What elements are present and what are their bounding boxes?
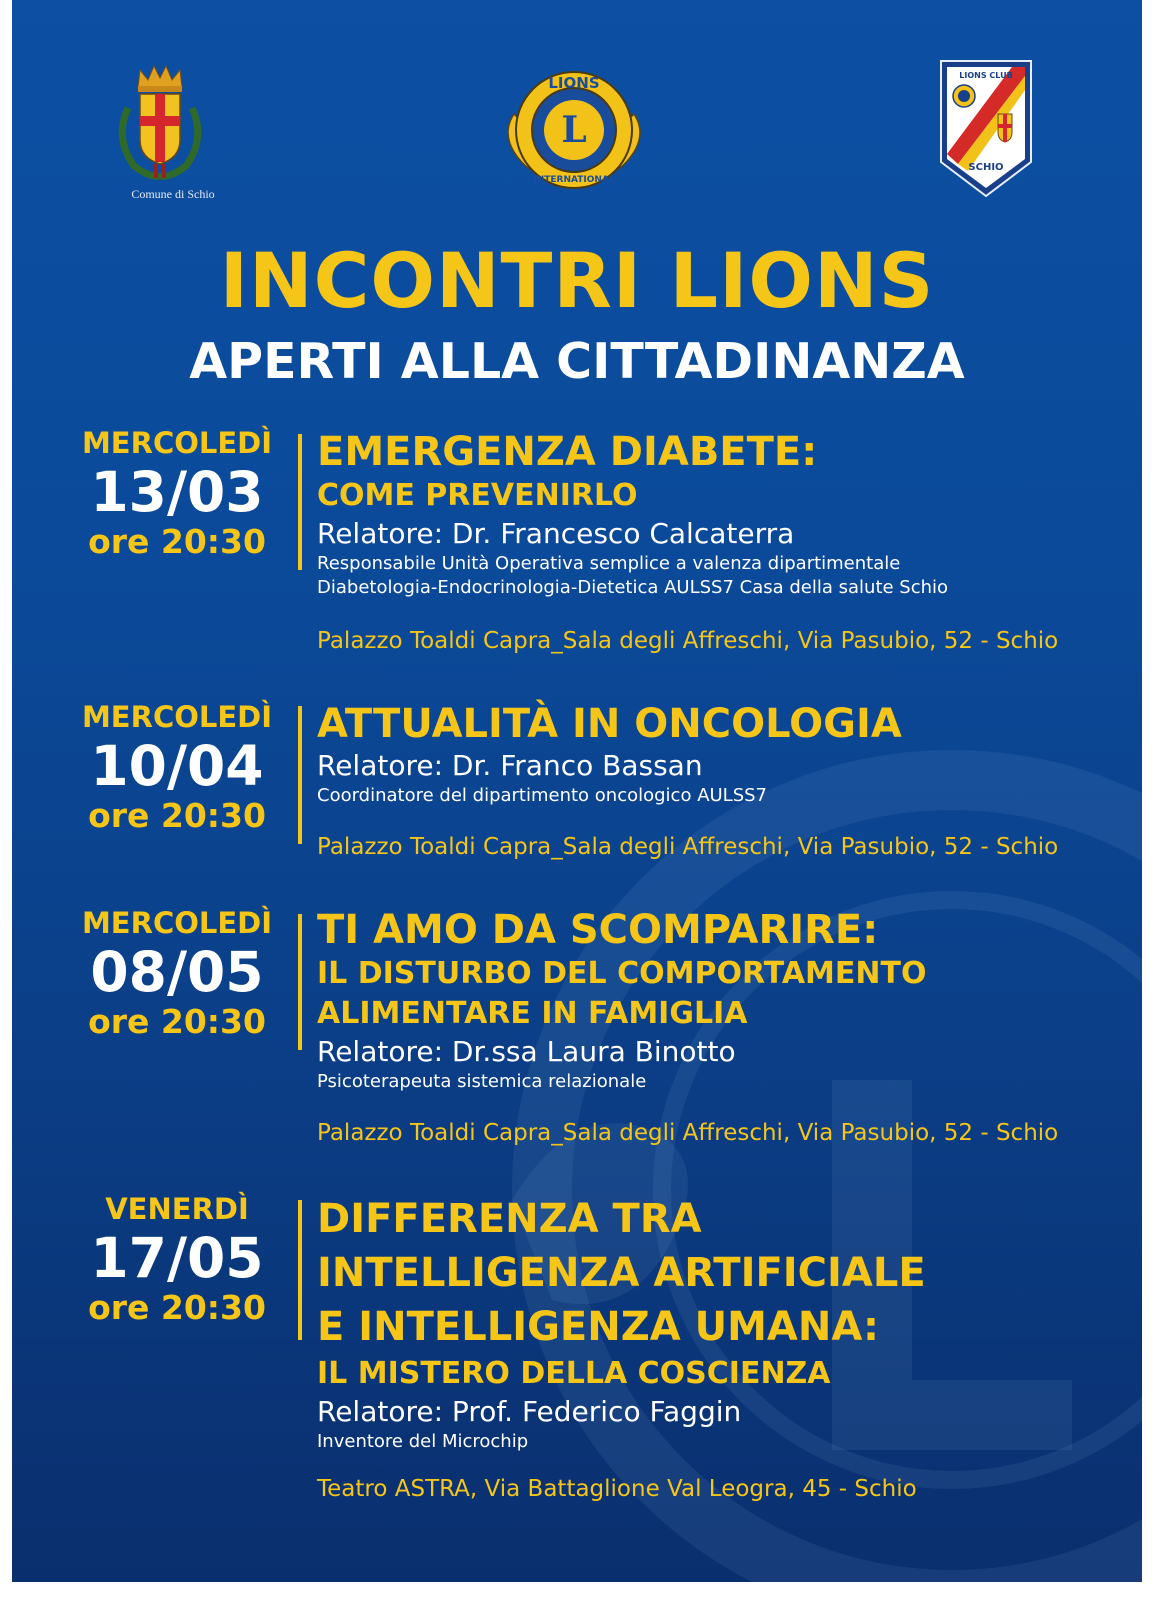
event-day: VENERDÌ — [105, 1192, 249, 1226]
lions-letter: L — [561, 109, 587, 151]
event-day: MERCOLEDÌ — [81, 906, 273, 940]
event-time: ore 20:30 — [88, 1288, 266, 1327]
club-badge-top: LIONS CLUB — [959, 71, 1013, 80]
event-time: ore 20:30 — [88, 522, 266, 561]
event-date: 10/04 — [90, 734, 264, 798]
event-1-date-block — [62, 426, 292, 560]
main-title: INCONTRI LIONS — [219, 236, 935, 325]
event-divider — [298, 914, 302, 1050]
event-subtitle: IL MISTERO DELLA COSCIENZA — [317, 1356, 831, 1391]
event-day: MERCOLEDÌ — [81, 700, 273, 734]
event-4-info — [317, 1192, 1117, 1454]
event-speaker: Relatore: Dr. Franco Bassan — [317, 749, 703, 782]
event-role-line-1: Coordinatore del dipartimento oncologico AULSS7 — [317, 785, 768, 806]
event-subtitle-line-1: IL DISTURBO DEL COMPORTAMENTO — [317, 956, 927, 991]
event-time: ore 20:30 — [88, 1002, 266, 1041]
sub-title: APERTI ALLA CITTADINANZA — [189, 333, 965, 390]
club-badge-bottom: SCHIO — [968, 162, 1004, 173]
event-venue: Palazzo Toaldi Capra_Sala degli Affreschi, Via Pasubio, 52 - Schio — [317, 834, 1059, 860]
event-time: ore 20:30 — [88, 796, 266, 835]
event-divider — [298, 1200, 302, 1340]
event-3-date-block — [62, 906, 292, 1040]
comune-crest-icon — [110, 58, 210, 183]
event-title-line-1: DIFFERENZA TRA — [317, 1196, 702, 1242]
event-venue: Palazzo Toaldi Capra_Sala degli Affreschi, Via Pasubio, 52 - Schio — [317, 1120, 1059, 1146]
event-2-date-block — [62, 700, 292, 834]
event-divider — [298, 706, 302, 844]
event-date: 17/05 — [90, 1226, 264, 1290]
event-title: TI AMO DA SCOMPARIRE: — [317, 907, 879, 953]
lions-international-logo — [500, 62, 648, 200]
lions-club-schio-badge — [938, 58, 1034, 200]
event-role-line-2: Diabetologia-Endocrinologia-Dietetica AULSS7 Casa della salute Schio — [317, 577, 949, 598]
event-4-date-block — [62, 1192, 292, 1326]
event-subtitle: COME PREVENIRLO — [317, 478, 638, 513]
event-speaker: Relatore: Dr. Francesco Calcaterra — [317, 517, 795, 550]
event-venue: Palazzo Toaldi Capra_Sala degli Affreschi, Via Pasubio, 52 - Schio — [317, 628, 1059, 654]
poster — [12, 0, 1142, 1582]
lions-ring-top: LIONS — [548, 74, 600, 92]
event-date: 08/05 — [90, 940, 264, 1004]
event-venue: Teatro ASTRA, Via Battaglione Val Leogra, 45 - Schio — [317, 1476, 917, 1502]
lions-ring-bottom: INTERNATIONAL — [533, 175, 615, 185]
comune-caption: Comune di Schio — [131, 187, 215, 201]
event-title: EMERGENZA DIABETE: — [317, 429, 818, 475]
event-speaker: Relatore: Dr.ssa Laura Binotto — [317, 1035, 736, 1068]
event-date: 13/03 — [90, 460, 264, 524]
event-1-info — [317, 428, 1117, 600]
event-3-info — [317, 906, 1117, 1094]
event-title-line-2: INTELLIGENZA ARTIFICIALE — [317, 1250, 926, 1296]
event-2-info — [317, 700, 1117, 808]
event-title-line-3: E INTELLIGENZA UMANA: — [317, 1304, 880, 1350]
event-speaker: Relatore: Prof. Federico Faggin — [317, 1395, 742, 1428]
event-divider — [298, 434, 302, 570]
event-title: ATTUALITÀ IN ONCOLOGIA — [317, 701, 902, 747]
event-role-line-1: Inventore del Microchip — [317, 1431, 529, 1452]
event-role-line-1: Responsabile Unità Operativa semplice a valenza dipartimentale — [317, 553, 901, 574]
event-subtitle-line-2: ALIMENTARE IN FAMIGLIA — [317, 996, 748, 1031]
event-day: MERCOLEDÌ — [81, 426, 273, 460]
event-role-line-1: Psicoterapeuta sistemica relazionale — [317, 1071, 647, 1092]
